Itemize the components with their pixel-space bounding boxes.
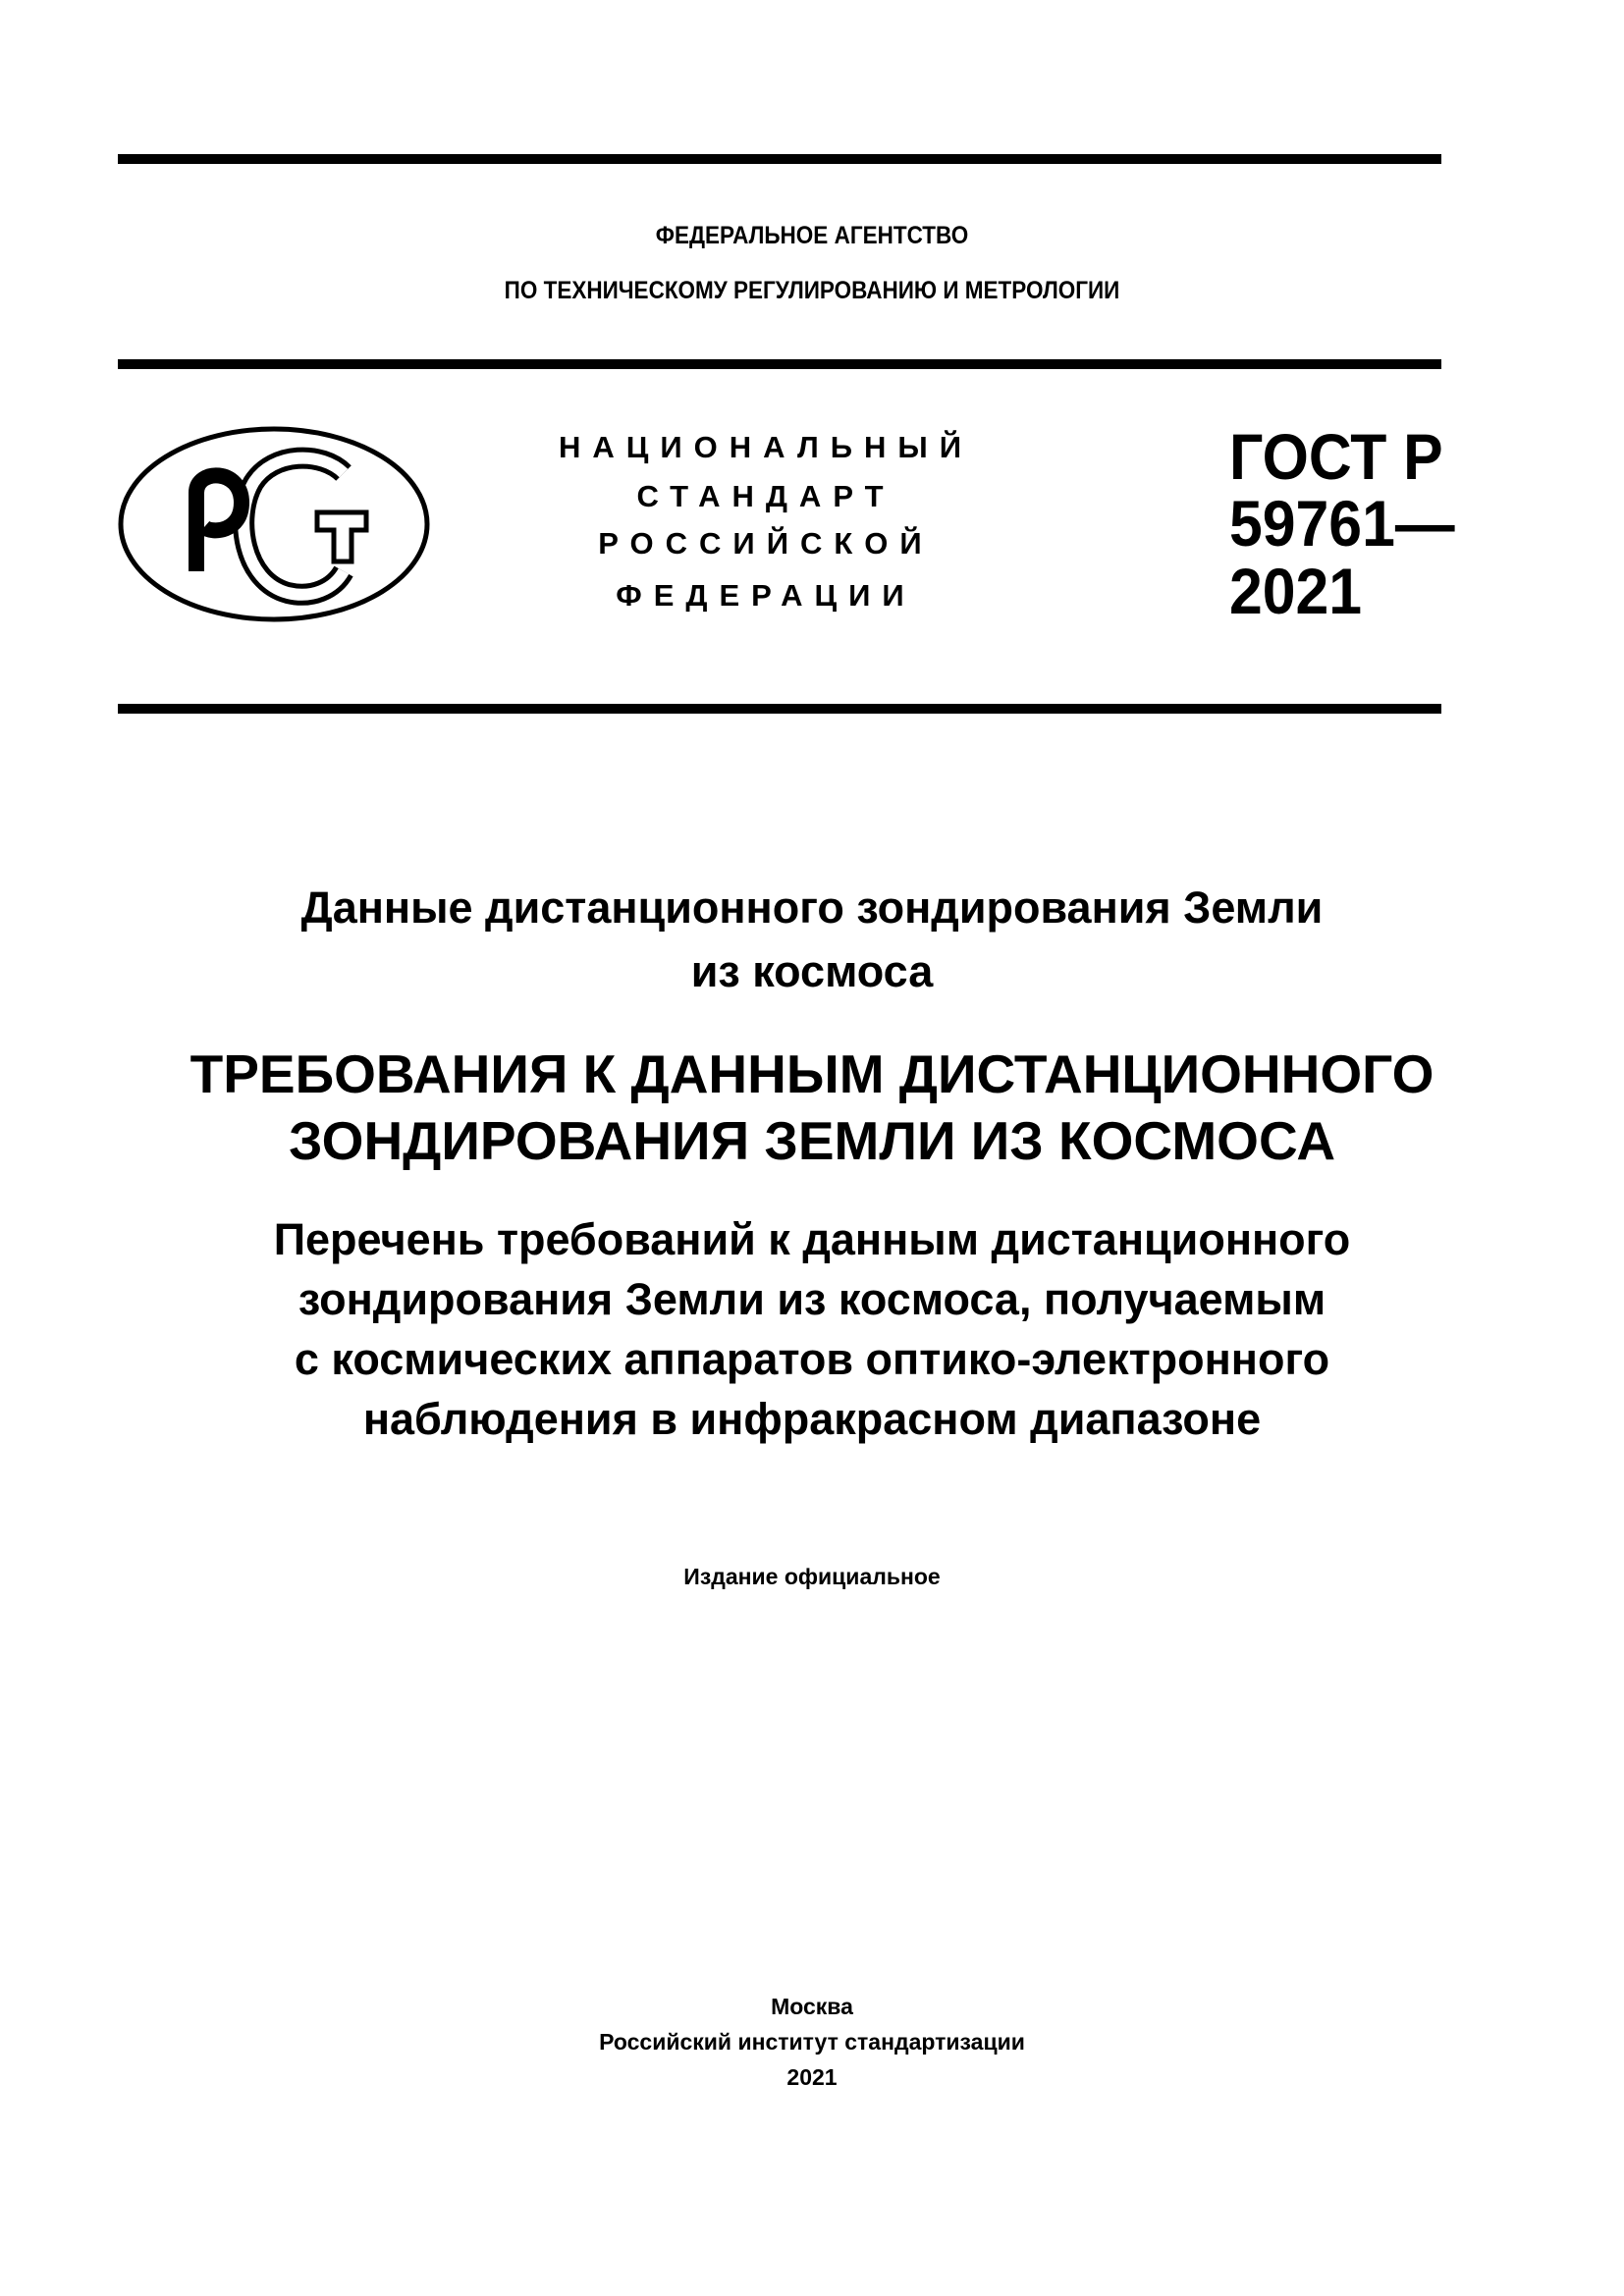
designation-line-3: 2021	[1229, 555, 1363, 627]
title-part-2-line: ТРЕБОВАНИЯ К ДАННЫМ ДИСТАНЦИОННОГО	[189, 1043, 1435, 1104]
title-part-1-line: Данные дистанционного зондирования Земли	[300, 882, 1324, 933]
title-part-3-line: зондирования Земли из космоса, получаемым	[298, 1274, 1326, 1324]
imprint-city: Москва	[771, 1994, 853, 2019]
imprint-year: 2021	[786, 2064, 838, 2090]
edition-label: Издание официальное	[683, 1564, 941, 1589]
title-part-3-line: наблюдения в инфракрасном диапазоне	[362, 1394, 1262, 1444]
title-part-3-line: с космических аппаратов оптико-электронного	[294, 1334, 1330, 1384]
agency-line-1: ФЕДЕРАЛЬНОЕ АГЕНТСТВО	[655, 222, 969, 249]
title-part-2-line: ЗОНДИРОВАНИЯ ЗЕМЛИ ИЗ КОСМОСА	[288, 1110, 1336, 1171]
title-part-1-line: из космоса	[690, 946, 934, 996]
imprint-publisher: Российский институт стандартизации	[599, 2029, 1025, 2055]
standard-type-line-4: ФЕДЕРАЦИИ	[616, 578, 916, 613]
top-rule	[118, 154, 1441, 164]
title-part-3	[0, 1209, 1624, 1449]
standard-type-line-3: РОССИЙСКОЙ	[598, 526, 934, 561]
imprint	[0, 1989, 1624, 2095]
standard-type-line-2: СТАНДАРТ	[636, 479, 895, 513]
header-rule	[118, 359, 1441, 369]
designation-line-2: 59761—	[1229, 487, 1455, 560]
agency-line-2: ПО ТЕХНИЧЕСКОМУ РЕГУЛИРОВАНИЮ И МЕТРОЛОГИИ	[504, 277, 1120, 304]
title-part-1	[0, 876, 1624, 1003]
bottom-header-rule	[118, 704, 1441, 714]
title-part-2	[0, 1041, 1624, 1174]
standard-type-line-1: НАЦИОНАЛЬНЫЙ	[558, 430, 974, 464]
title-part-3-line: Перечень требований к данным дистанционного	[273, 1214, 1351, 1264]
rst-logo	[116, 424, 432, 624]
designation-line-1: ГОСТ Р	[1229, 420, 1443, 493]
